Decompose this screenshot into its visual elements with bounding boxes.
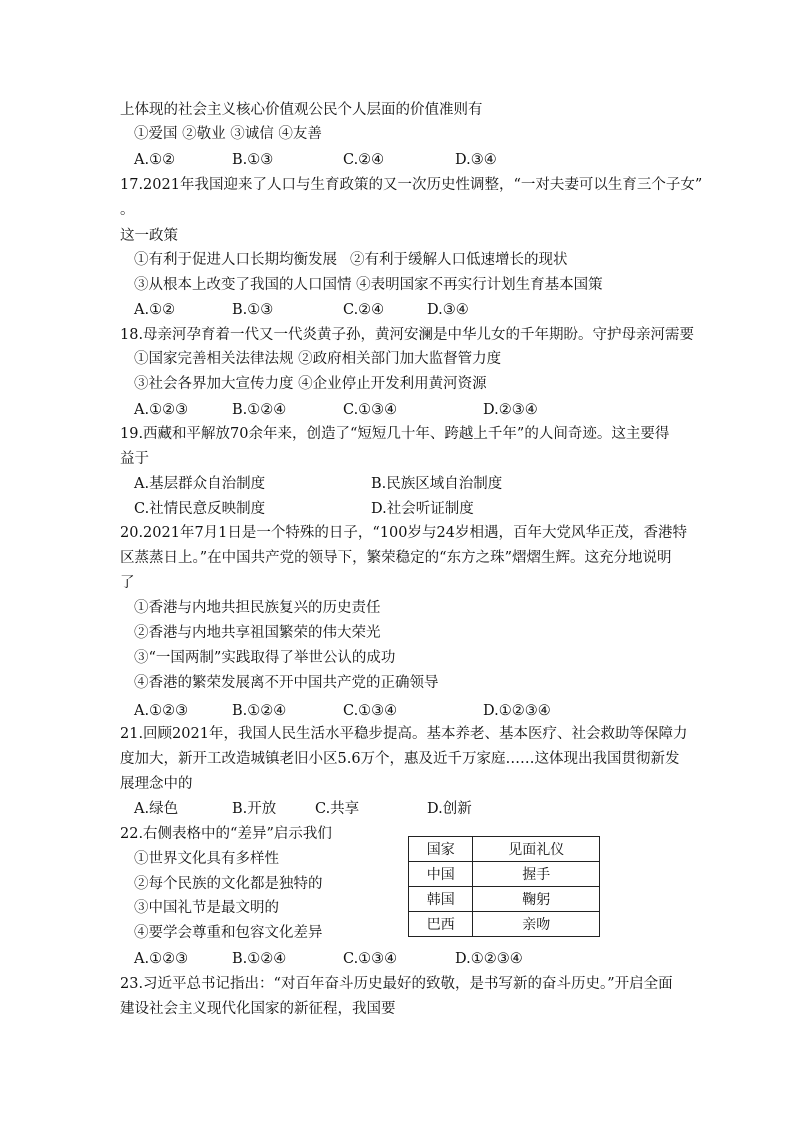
q16-stem: 上体现的社会主义核心价值观公民个人层面的价值准则有 [120,102,483,118]
q21-stem-line2: 度加大，新开工改造城镇老旧小区5.6万个，惠及近千万家庭……这体现出我国贯彻新发 [120,751,680,767]
q19-stem-line2: 益于 [120,451,149,467]
q18-option-a: A.①②③ [134,402,189,418]
q22-item-3: ③中国礼节是最文明的 [134,900,279,916]
q17-items-line2: ③从根本上改变了我国的人口国情 ④表明国家不再实行计划生育基本国策 [134,277,603,293]
q18-stem-line1: 18.母亲河孕育着一代又一代炎黄子孙，黄河安澜是中华儿女的千年期盼。守护母亲河需要 [120,327,695,343]
table-row [409,862,600,887]
q20-stem-line3: 了 [120,575,135,591]
q20-item-1: ①香港与内地共担民族复兴的历史责任 [134,600,381,616]
table-header-etiquette: 见面礼仪 [473,837,600,862]
table-row [409,887,600,912]
q22-stem: 22.右侧表格中的“差异”启示我们 [120,826,332,842]
table-cell-country: 韩国 [409,887,473,912]
q18-option-c: C.①③④ [343,402,398,418]
q16-option-c: C.②④ [343,152,385,168]
q16-option-b: B.①③ [232,152,274,168]
q17-stem-line2: 。 [120,202,135,218]
q17-items-line1a: ①有利于促进人口长期均衡发展 [134,252,337,268]
q21-option-d: D.创新 [427,801,472,817]
q18-option-b: B.①②④ [232,402,287,418]
q19-option-d: D.社会听证制度 [371,501,474,517]
q20-option-b: B.①②④ [232,703,287,719]
q17-stem-line3: 这一政策 [120,228,178,244]
q23-stem-line2: 建设社会主义现代化国家的新征程，我国要 [120,1001,396,1017]
q19-option-b: B.民族区域自治制度 [371,476,503,492]
table-header-row [409,837,600,862]
q20-stem-line2: 区蒸蒸日上。”在中国共产党的领导下，繁荣稳定的“东方之珠”熠熠生辉。这充分地说明 [120,550,672,566]
q22-option-b: B.①②④ [232,951,287,967]
q18-items-line1: ①国家完善相关法律法规 ②政府相关部门加大监督管力度 [134,351,502,367]
q16-option-a: A.①② [134,152,176,168]
q22-item-1: ①世界文化具有多样性 [134,851,279,867]
q23-stem-line1: 23.习近平总书记指出：“对百年奋斗历史最好的致敬，是书写新的奋斗历史。”开启全面 [120,976,673,992]
q20-option-d: D.①②③④ [483,703,551,719]
q17-option-a: A.①② [134,302,176,318]
q17-option-b: B.①③ [232,302,274,318]
q21-option-b: B.开放 [232,801,277,817]
q18-option-d: D.②③④ [483,402,538,418]
table-cell-country: 巴西 [409,912,473,937]
q21-stem-line1: 21.回顾2021年，我国人民生活水平稳步提高。基本养老、基本医疗、社会救助等保障力 [120,726,688,742]
q22-option-a: A.①②③ [134,951,189,967]
table-cell-etiquette: 握手 [473,862,600,887]
q19-stem-line1: 19.西藏和平解放70余年来，创造了“短短几十年、跨越上千年”的人间奇迹。这主要得 [120,426,670,442]
q19-option-a: A.基层群众自治制度 [134,476,266,492]
q22-item-2: ②每个民族的文化都是独特的 [134,876,323,892]
table-cell-etiquette: 亲吻 [473,912,600,937]
q18-items-line2: ③社会各界加大宣传力度 ④企业停止开发利用黄河资源 [134,376,487,392]
q20-option-a: A.①②③ [134,703,189,719]
q17-stem-line1: 17.2021年我国迎来了人口与生育政策的又一次历史性调整，“一对夫妻可以生育三个子女” [120,177,703,193]
q20-item-3: ③“一国两制”实践取得了举世公认的成功 [134,650,396,666]
table-cell-country: 中国 [409,862,473,887]
q20-item-2: ②香港与内地共享祖国繁荣的伟大荣光 [134,625,381,641]
table-row [409,912,600,937]
q16-items: ①爱国 ②敬业 ③诚信 ④友善 [134,126,322,142]
table-cell-etiquette: 鞠躬 [473,887,600,912]
q17-option-c: C.②④ [343,302,385,318]
q22-option-c: C.①③④ [343,951,398,967]
q22-item-4: ④要学会尊重和包容文化差异 [134,925,323,941]
q17-items-line1b: ②有利于缓解人口低速增长的现状 [350,252,568,268]
q21-option-c: C.共享 [315,801,360,817]
q20-stem-line1: 20.2021年7月1日是一个特殊的日子，“100岁与24岁相遇，百年大党风华正茂，香港特 [120,525,687,541]
table-header-country: 国家 [409,837,473,862]
q19-option-c: C.社情民意反映制度 [134,501,266,517]
q16-option-d: D.③④ [455,152,497,168]
q21-option-a: A.绿色 [134,801,179,817]
q20-option-c: C.①③④ [343,703,398,719]
q17-option-d: D.③④ [427,302,469,318]
q20-item-4: ④香港的繁荣发展离不开中国共产党的正确领导 [134,675,439,691]
q21-stem-line3: 展理念中的 [120,776,193,792]
etiquette-table [408,836,600,937]
q22-option-d: D.①②③④ [455,951,523,967]
